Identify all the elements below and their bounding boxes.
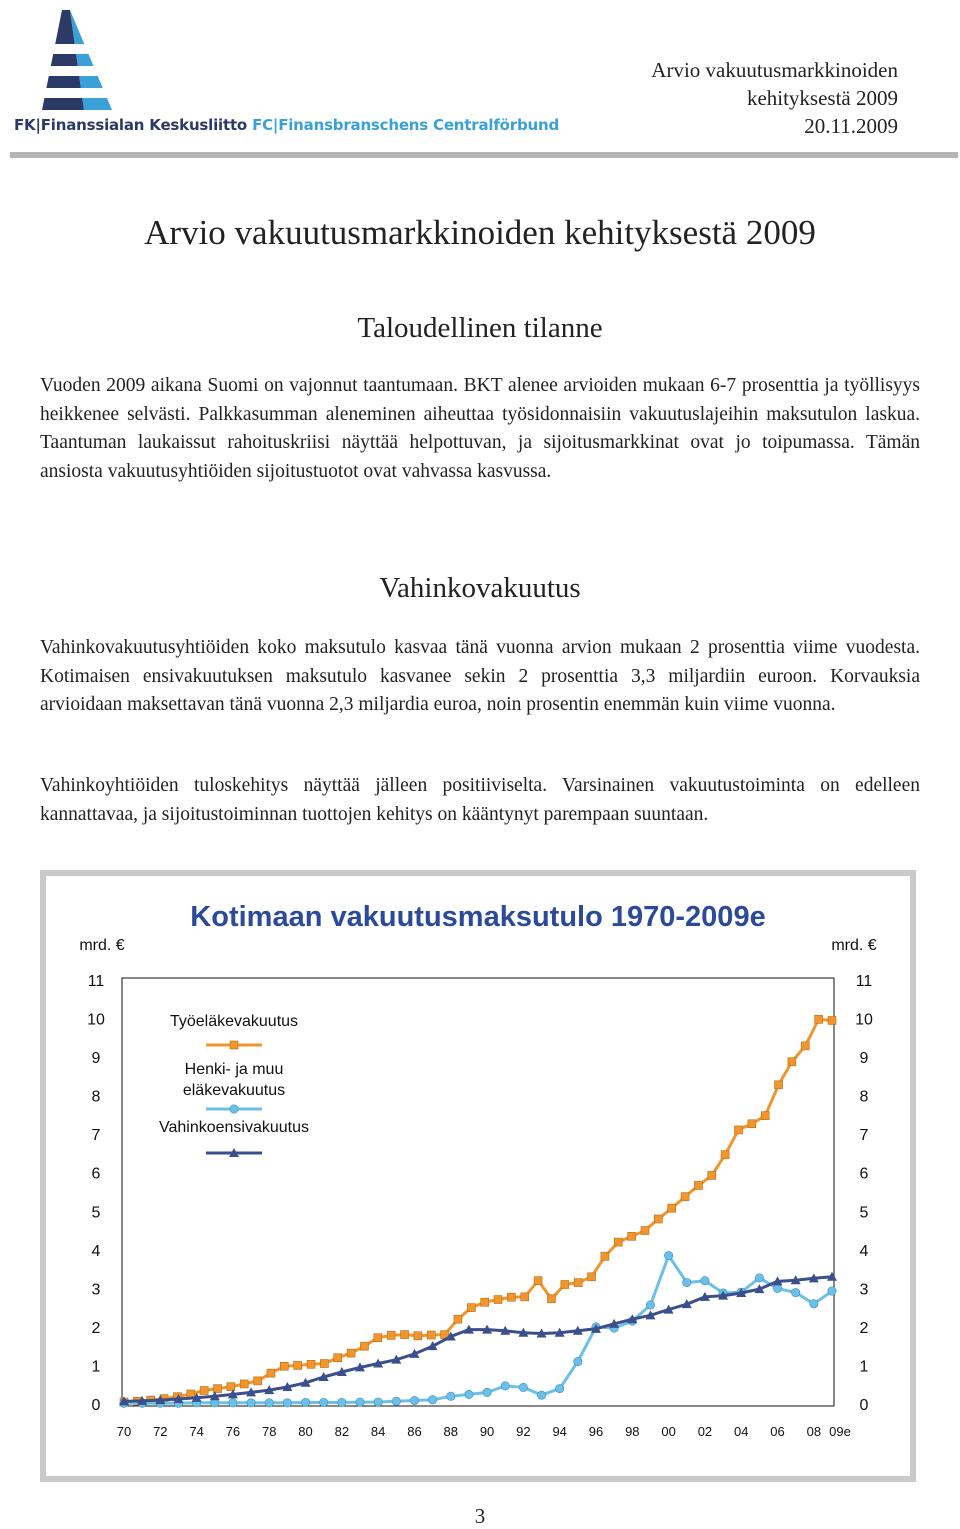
section-paragraph: Vuoden 2009 aikana Suomi on vajonnut taantumaan. BKT alenee arvioiden mukaan 6-7 prosenttia ja työllisyys heikkenee selvästi. Palkkasumman aleneminen aiheuttaa työsidonnaisiin vakuutuslajeihin maksutulon laskua. Taantuman laukaissut rahoituskriisi näyttää helpottuvan, ja sijoitusmarkkinat ovat jo toipumassa. Tämän ansiosta vakuutusyhtiöiden sijoitustuotot ovat vahvassa kasvussa. [40,375,920,482]
legend-label: Vahinkoensivakuutus [158,1119,310,1136]
data-point-series-0 [347,1349,355,1357]
premium-income-chart [46,876,910,1476]
section-heading-vahinko: Vahinkovakuutus [379,572,581,604]
data-point-series-0 [614,1238,622,1246]
data-point-series-1 [483,1388,491,1396]
data-point-series-0 [588,1273,596,1281]
y-tick-label-right: 5 [859,1204,869,1222]
chart-legend [159,1013,309,1157]
brand-fk: FK|Finanssialan Keskusliitto [14,116,248,134]
data-point-series-1 [356,1398,364,1406]
data-point-series-1 [701,1276,709,1284]
data-point-series-0 [668,1204,676,1212]
data-point-series-0 [414,1332,422,1340]
data-point-series-0 [654,1215,662,1223]
data-point-series-1 [519,1383,527,1391]
y-tick-label-left: 2 [91,1319,101,1337]
data-point-series-0 [494,1296,502,1304]
data-point-series-1 [247,1399,255,1407]
data-point-series-0 [254,1377,262,1385]
y-tick-label-left: 10 [87,1011,105,1029]
data-point-series-1 [374,1398,382,1406]
section-paragraph: Vahinkoyhtiöiden tuloskehitys näyttää jälleen positiiviselta. Varsinainen vakuutustoiminta on edelleen kannattavaa, ja sijoitustoiminnan tuottojen kehitys on kääntynyt parempaan suuntaan. [40,775,920,825]
x-tick-label: 80 [298,1424,313,1439]
brand-fc: FC|Finansbranschens Centralförbund [252,116,559,134]
x-tick-label: 09e [829,1424,851,1439]
legend-label: eläkevakuutus [182,1082,286,1099]
y-tick-label-left: 1 [91,1358,101,1376]
y-tick-label-left: 4 [91,1242,101,1260]
data-point-series-0 [628,1232,636,1240]
y-tick-label-left: 3 [91,1281,101,1299]
chart-title: Kotimaan vakuutusmaksutulo 1970-2009e [190,901,766,933]
section-heading-talous: Taloudellinen tilanne [357,312,603,344]
data-point-series-0 [240,1380,248,1388]
data-point-series-1 [501,1382,509,1390]
y-tick-label-left: 7 [91,1127,101,1145]
x-tick-label: 70 [116,1424,132,1439]
x-tick-label: 90 [479,1424,495,1439]
data-point-series-0 [708,1171,716,1179]
data-point-series-0 [788,1058,796,1066]
data-point-series-0 [748,1120,756,1128]
data-point-series-1 [265,1399,273,1407]
y-axis-label-right: mrd. € [831,937,877,954]
data-point-series-0 [601,1252,609,1260]
x-tick-label: 74 [189,1424,204,1439]
y-tick-label-left: 6 [91,1165,101,1183]
header-title-line2: kehityksestä 2009 [746,86,898,110]
data-point-series-0 [360,1342,368,1350]
data-point-series-0 [280,1362,288,1370]
data-point-series-1 [301,1398,309,1406]
x-tick-label: 06 [770,1424,785,1439]
brand-name [14,116,559,134]
legend-label: Työeläkevakuutus [169,1013,299,1030]
data-point-series-0 [761,1112,769,1120]
x-tick-label: 98 [625,1424,640,1439]
y-tick-label-right: 1 [859,1358,869,1376]
data-point-series-0 [454,1315,462,1323]
data-point-series-1 [338,1398,346,1406]
header-title-line1: Arvio vakuutusmarkkinoiden [651,58,898,82]
data-point-series-0 [334,1354,342,1362]
data-point-series-0 [828,1016,836,1024]
data-point-series-1 [447,1392,455,1400]
x-tick-label: 04 [733,1424,749,1439]
legend-marker [230,1041,238,1049]
data-point-series-0 [534,1277,542,1285]
x-tick-label: 72 [153,1424,168,1439]
data-point-series-0 [467,1304,475,1312]
page-title: Arvio vakuutusmarkkinoiden kehityksestä 2009 [144,213,816,252]
data-point-series-0 [294,1361,302,1369]
y-tick-label-right: 7 [859,1127,869,1145]
data-point-series-1 [410,1396,418,1404]
y-tick-label-right: 4 [859,1242,869,1260]
data-point-series-0 [401,1331,409,1339]
y-tick-label-left: 8 [91,1088,101,1106]
data-point-series-0 [801,1042,809,1050]
data-point-series-0 [721,1151,729,1159]
x-tick-label: 84 [370,1424,386,1439]
data-point-series-1 [283,1399,291,1407]
x-tick-label: 08 [806,1424,822,1439]
y-tick-label-left: 9 [91,1050,101,1068]
data-point-series-0 [521,1293,529,1301]
data-point-series-0 [214,1385,222,1393]
y-tick-label-left: 11 [87,973,105,990]
data-point-series-0 [387,1331,395,1339]
y-tick-label-right: 8 [859,1088,869,1106]
data-point-series-0 [641,1227,649,1235]
legend-label: Henki- ja muu [184,1061,284,1078]
y-tick-label-left: 0 [91,1397,101,1414]
y-axis-label-left: mrd. € [79,937,125,954]
data-point-series-0 [374,1334,382,1342]
x-tick-label: 00 [661,1424,676,1439]
data-point-series-1 [319,1398,327,1406]
data-point-series-0 [694,1181,702,1189]
y-tick-label-right: 11 [855,973,873,990]
section-paragraph: Vahinkovakuutusyhtiöiden koko maksutulo kasvaa tänä vuonna arvion mukaan 2 prosenttia viime vuodesta. Kotimaisen ensivakuutuksen maksutulo kasvanee sekin 2 prosenttia 3,3 miljardiin euroon. Korvauksia arvioidaan maksettavan tänä vuonna 2,3 miljardia euroa, noin prosentin enemmän kuin viime vuonna. [40,637,920,715]
header-doc-info [558,56,898,140]
data-point-series-0 [561,1281,569,1289]
data-point-series-0 [574,1279,582,1287]
y-tick-label-right: 2 [859,1319,869,1337]
data-point-series-1 [683,1278,691,1286]
x-tick-label: 94 [552,1424,567,1439]
y-tick-label-right: 6 [859,1165,869,1183]
data-point-series-1 [555,1384,563,1392]
data-point-series-0 [507,1293,515,1301]
x-tick-label: 96 [588,1424,604,1439]
data-point-series-0 [427,1331,435,1339]
x-tick-label: 78 [261,1424,277,1439]
data-point-series-0 [320,1360,328,1368]
data-point-series-0 [547,1295,555,1303]
data-point-series-0 [775,1081,783,1089]
x-tick-label: 82 [334,1424,350,1439]
data-point-series-1 [755,1274,763,1282]
data-point-series-0 [200,1387,208,1395]
data-point-series-1 [810,1300,818,1308]
data-point-series-1 [229,1399,237,1407]
x-tick-label: 92 [516,1424,531,1439]
data-point-series-1 [574,1357,582,1365]
legend-marker [230,1105,238,1113]
data-point-series-0 [307,1360,315,1368]
x-tick-label: 02 [697,1424,713,1439]
data-point-series-1 [465,1390,473,1398]
data-point-series-1 [537,1391,545,1399]
data-point-series-1 [791,1288,799,1296]
data-point-series-1 [664,1251,672,1259]
page-number: 3 [474,1504,486,1528]
data-point-series-0 [734,1126,742,1134]
data-point-series-0 [481,1298,489,1306]
plot-area [122,978,834,1406]
x-tick-label: 86 [407,1424,422,1439]
y-tick-label-right: 0 [859,1397,869,1414]
y-tick-label-right: 10 [855,1011,873,1029]
header-date: 20.11.2009 [804,114,898,138]
y-tick-label-right: 9 [859,1050,869,1068]
data-point-series-0 [681,1193,689,1201]
x-tick-label: 88 [443,1424,459,1439]
data-point-series-1 [428,1396,436,1404]
data-point-series-0 [227,1383,235,1391]
data-point-series-0 [815,1015,823,1023]
data-point-series-1 [646,1301,654,1309]
data-point-series-0 [267,1369,275,1377]
x-tick-label: 76 [225,1424,241,1439]
data-point-series-1 [828,1287,836,1295]
y-tick-label-right: 3 [859,1281,869,1299]
y-tick-label-left: 5 [91,1204,101,1222]
header-divider [10,152,958,158]
data-point-series-1 [392,1397,400,1405]
